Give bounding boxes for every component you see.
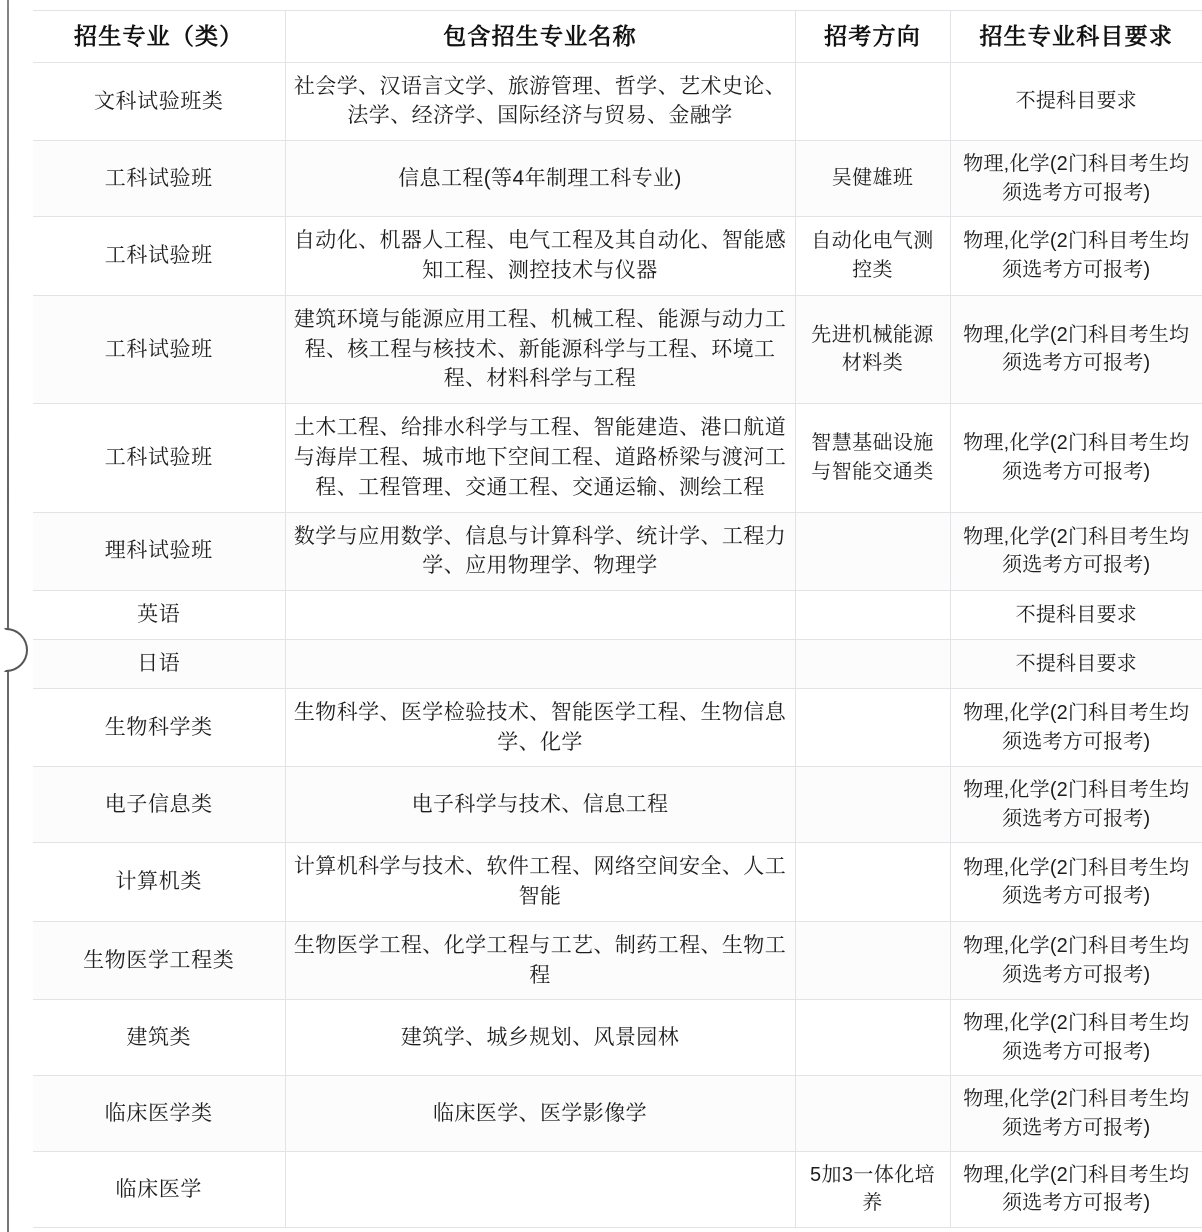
cell-direction	[795, 1000, 950, 1076]
cell-major: 英语	[33, 591, 285, 640]
cell-major-names: 数学与应用数学、信息与计算科学、统计学、工程力学、应用物理学、物理学	[285, 512, 795, 591]
table-row	[33, 1076, 1202, 1152]
cell-major: 理科试验班	[33, 512, 285, 591]
table-row	[33, 1000, 1202, 1076]
cell-direction	[795, 921, 950, 1000]
cell-major: 工科试验班	[33, 295, 285, 403]
cell-major-names: 建筑学、城乡规划、风景园林	[285, 1000, 795, 1076]
cell-major: 临床医学	[33, 1152, 285, 1228]
table-row	[33, 62, 1202, 141]
cell-major-names	[285, 591, 795, 640]
table-row	[33, 295, 1202, 403]
cell-requirement: 物理,化学(2门科目考生均须选考方可报考)	[950, 404, 1202, 512]
column-header-subject-requirement: 招生专业科目要求	[950, 11, 1202, 63]
cell-major-names: 临床医学、医学影像学	[285, 1076, 795, 1152]
cell-major: 计算机类	[33, 843, 285, 922]
cell-major-names	[285, 640, 795, 689]
cell-major: 工科试验班	[33, 217, 285, 296]
cell-direction	[795, 1076, 950, 1152]
cell-major-names	[285, 1152, 795, 1228]
cell-requirement: 不提科目要求	[950, 640, 1202, 689]
cell-major: 生物医学工程类	[33, 921, 285, 1000]
cell-major-names: 电子科学与技术、信息工程	[285, 767, 795, 843]
column-header-included-major-names: 包含招生专业名称	[285, 11, 795, 63]
table-row	[33, 141, 1202, 217]
cell-major: 建筑类	[33, 1000, 285, 1076]
table-header-row	[33, 11, 1202, 63]
cell-major: 文科试验班类	[33, 62, 285, 141]
table-header	[33, 11, 1202, 63]
cell-major-names: 土木工程、给排水科学与工程、智能建造、港口航道与海岸工程、城市地下空间工程、道路桥梁与渡河工程、工程管理、交通工程、交通运输、测绘工程	[285, 404, 795, 512]
cell-requirement: 物理,化学(2门科目考生均须选考方可报考)	[950, 767, 1202, 843]
table-row	[33, 591, 1202, 640]
cell-major-names: 建筑环境与能源应用工程、机械工程、能源与动力工程、核工程与核技术、新能源科学与工程、环境工程、材料科学与工程	[285, 295, 795, 403]
admissions-major-requirements-table-sheet	[33, 10, 1202, 1232]
cell-direction: 先进机械能源材料类	[795, 295, 950, 403]
table-row	[33, 767, 1202, 843]
cell-major: 工科试验班	[33, 141, 285, 217]
cell-major-names: 自动化、机器人工程、电气工程及其自动化、智能感知工程、测控技术与仪器	[285, 217, 795, 296]
table-row	[33, 217, 1202, 296]
table-row	[33, 921, 1202, 1000]
table-row	[33, 512, 1202, 591]
cell-major-names: 信息工程(等4年制理工科专业)	[285, 141, 795, 217]
cell-requirement: 物理,化学(2门科目考生均须选考方可报考)	[950, 921, 1202, 1000]
cell-direction: 吴健雄班	[795, 141, 950, 217]
table-row	[33, 640, 1202, 689]
cell-requirement: 物理,化学(2门科目考生均须选考方可报考)	[950, 141, 1202, 217]
table-row	[33, 404, 1202, 512]
cell-major-names: 生物科学、医学检验技术、智能医学工程、生物信息学、化学	[285, 688, 795, 767]
cell-requirement: 物理,化学(2门科目考生均须选考方可报考)	[950, 1000, 1202, 1076]
cell-direction	[795, 591, 950, 640]
cell-direction	[795, 843, 950, 922]
cell-requirement: 物理,化学(2门科目考生均须选考方可报考)	[950, 217, 1202, 296]
cell-direction: 自动化电气测控类	[795, 217, 950, 296]
page-edge-line	[7, 0, 9, 1232]
cell-major: 日语	[33, 640, 285, 689]
cell-direction	[795, 62, 950, 141]
cell-major-names: 计算机科学与技术、软件工程、网络空间安全、人工智能	[285, 843, 795, 922]
cell-requirement: 物理,化学(2门科目考生均须选考方可报考)	[950, 512, 1202, 591]
column-header-admission-direction: 招考方向	[795, 11, 950, 63]
table-row	[33, 688, 1202, 767]
cell-major: 工科试验班	[33, 404, 285, 512]
cell-major: 电子信息类	[33, 767, 285, 843]
cell-major: 临床医学类	[33, 1076, 285, 1152]
table-body	[33, 62, 1202, 1227]
table-row	[33, 1152, 1202, 1228]
cell-requirement: 不提科目要求	[950, 62, 1202, 141]
cell-major-names: 生物医学工程、化学工程与工艺、制药工程、生物工程	[285, 921, 795, 1000]
cell-direction	[795, 640, 950, 689]
cell-requirement: 物理,化学(2门科目考生均须选考方可报考)	[950, 843, 1202, 922]
cell-direction	[795, 767, 950, 843]
cell-direction	[795, 512, 950, 591]
cell-direction: 5加3一体化培养	[795, 1152, 950, 1228]
table-row	[33, 843, 1202, 922]
cell-requirement: 物理,化学(2门科目考生均须选考方可报考)	[950, 1076, 1202, 1152]
cell-requirement: 物理,化学(2门科目考生均须选考方可报考)	[950, 1152, 1202, 1228]
cell-requirement: 不提科目要求	[950, 591, 1202, 640]
admissions-major-requirements-table	[33, 10, 1202, 1228]
cell-requirement: 物理,化学(2门科目考生均须选考方可报考)	[950, 688, 1202, 767]
cell-direction	[795, 688, 950, 767]
cell-direction: 智慧基础设施与智能交通类	[795, 404, 950, 512]
column-header-major: 招生专业（类）	[33, 11, 285, 63]
cell-major-names: 社会学、汉语言文学、旅游管理、哲学、艺术史论、法学、经济学、国际经济与贸易、金融学	[285, 62, 795, 141]
binding-notch-left-icon	[4, 628, 28, 672]
cell-requirement: 物理,化学(2门科目考生均须选考方可报考)	[950, 295, 1202, 403]
cell-major: 生物科学类	[33, 688, 285, 767]
